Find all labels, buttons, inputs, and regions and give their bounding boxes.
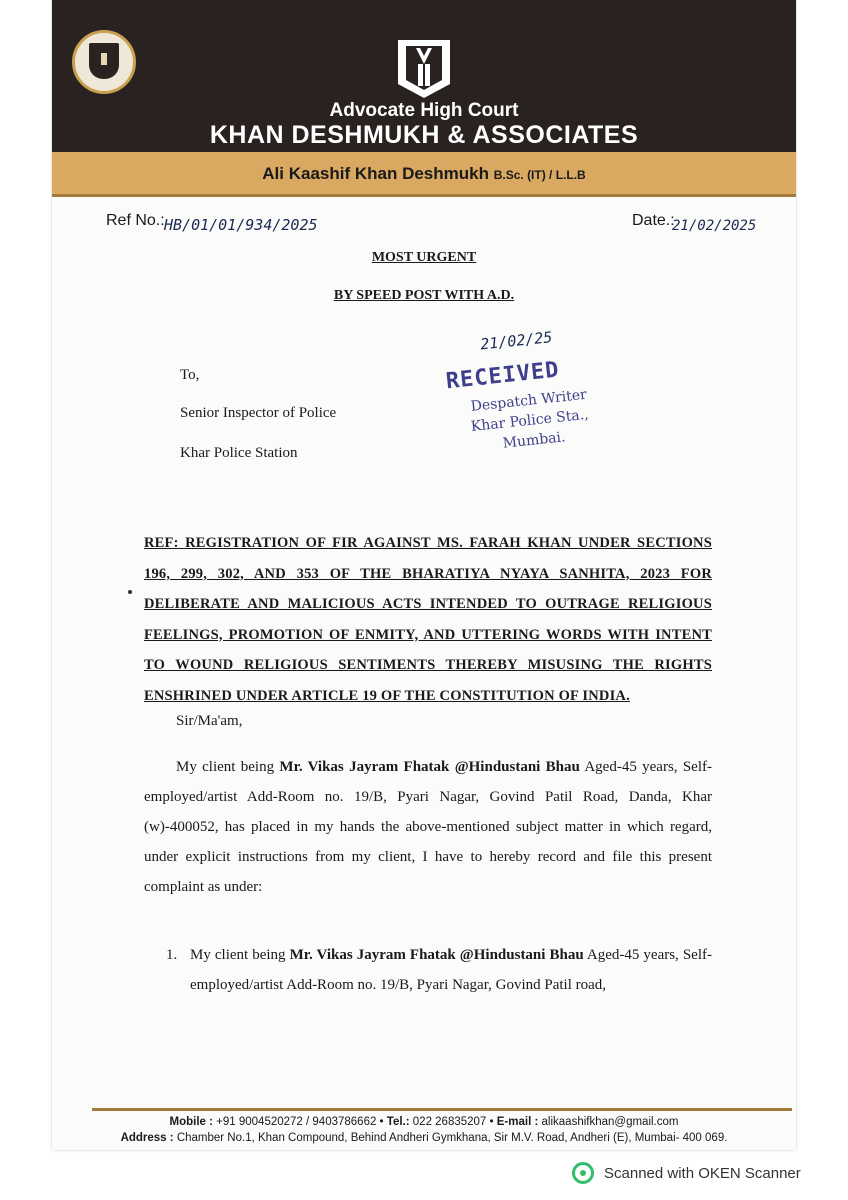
email-label: E-mail : (496, 1116, 539, 1128)
salutation: Sir/Ma'am, (176, 713, 243, 729)
address-value: Chamber No.1, Khan Compound, Behind Andheri Gymkhana, Sir M.V. Road, Andheri (E), Mumbai- 400 069. (176, 1132, 728, 1144)
mobile-value: +91 9004520272 / 9403786662 (216, 1116, 377, 1128)
tel-label: Tel.: (386, 1116, 410, 1128)
footer-address (52, 1132, 796, 1144)
date-label: Date.: (632, 212, 675, 229)
item-prefix: My client being (190, 947, 286, 963)
stamp-line2: Khar Police Sta., (470, 406, 590, 435)
firm-name: KHAN DESHMUKH & ASSOCIATES (209, 121, 639, 149)
para-suffix: Aged-45 years, Self-employed/artist Add-Room no. 19/B, Pyari Nagar, Govind Patil Road, Danda, Khar (w)-400052, has placed in my hands the above-mentioned subject matter in which regard, under explicit instructions from my client, I have to hereby record and file this present complaint as under: (144, 759, 713, 895)
stamp-received: RECEIVED (444, 357, 561, 395)
list-item-number: 1. (166, 947, 178, 963)
received-stamp (439, 315, 653, 475)
letter-page (52, 0, 796, 1150)
advocate-collar-logo-icon (394, 38, 454, 100)
item-client-name: Mr. Vikas Jayram Fhatak @Hindustani Bhau (289, 947, 584, 963)
para-prefix: My client being (176, 759, 275, 775)
footer-divider (92, 1108, 792, 1111)
tel-value: 022 26835207 (412, 1116, 487, 1128)
emblem-logo-icon (72, 30, 136, 94)
addressee-to: To, (180, 367, 200, 383)
margin-dot (128, 590, 132, 594)
addressee-line2: Khar Police Station (180, 445, 298, 461)
stamp-line3: Mumbai. (502, 429, 567, 452)
stamp-line1: Despatch Writer (469, 386, 588, 415)
band-divider (52, 194, 796, 197)
date-value: 21/02/2025 (672, 218, 757, 234)
mobile-label: Mobile : (169, 1116, 213, 1128)
scanner-watermark (572, 1160, 801, 1186)
stamp-signature: 21/02/25 (479, 328, 554, 354)
ref-label: Ref No.: (106, 212, 165, 229)
scanner-logo-icon (572, 1162, 594, 1184)
advocate-degree: B.Sc. (IT) / L.L.B (493, 168, 586, 182)
footer-contact: Mobile : +91 9004520272 / 9403786662 • Tel.: 022 26835207 • E-mail : alikaashifkhan@gmail.com (169, 1116, 679, 1128)
list-item-text (190, 940, 712, 1000)
scanner-text: Scanned with OKEN Scanner (604, 1164, 801, 1182)
ref-number: HB/01/01/934/2025 (164, 216, 318, 234)
intro-paragraph (144, 752, 712, 902)
advocate-line (52, 164, 796, 184)
email-value: alikaashifkhan@gmail.com (541, 1116, 679, 1128)
address-label: Address : (120, 1132, 174, 1144)
letterhead-subtitle: Advocate High Court (329, 100, 519, 121)
speed-post-heading: BY SPEED POST WITH A.D. (333, 288, 515, 303)
advocate-name: Ali Kaashif Khan Deshmukh (262, 164, 489, 183)
reference-subject: REF: REGISTRATION OF FIR AGAINST MS. FARAH KHAN UNDER SECTIONS 196, 299, 302, AND 353 OF THE BHARATIYA NYAYA SANHITA, 2023 FOR DELIBERATE AND MALICIOUS ACTS INTENDED TO OUTRAGE RELIGIOUS FEELINGS, PROMOTION OF ENMITY, AND UTTERING WORDS WITH INTENT TO WOUND RELIGIOUS SENTIMENTS THEREBY MISUSING THE RIGHTS ENSHRINED UNDER ARTICLE 19 OF THE CONSTITUTION OF INDIA. (144, 535, 712, 704)
para-client-name: Mr. Vikas Jayram Fhatak @Hindustani Bhau (279, 759, 580, 775)
most-urgent-heading: MOST URGENT (371, 250, 477, 265)
addressee-line1: Senior Inspector of Police (180, 405, 337, 421)
item-suffix: Aged-45 years, Self-employed/artist Add-Room no. 19/B, Pyari Nagar, Govind Patil road, (190, 947, 713, 993)
